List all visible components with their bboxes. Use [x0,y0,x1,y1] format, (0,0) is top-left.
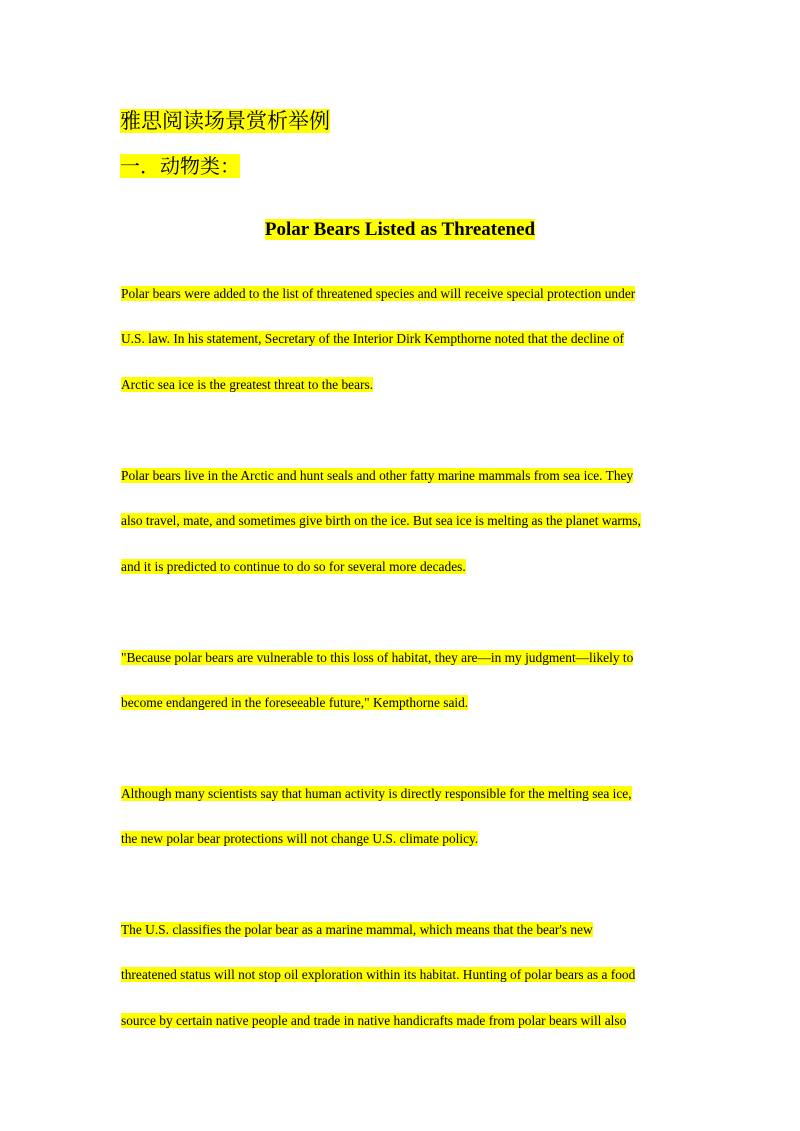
paragraph-line [121,1011,626,1030]
paragraph-line [121,648,633,667]
line-text: "Because polar bears are vulnerable to this loss of habitat, they are—in my judgment—likely to [121,650,634,665]
section-heading [120,152,240,181]
line-text: source by certain native people and trade in native handicrafts made from polar bears will also [121,1013,627,1028]
paragraph-line [121,784,632,803]
line-text: and it is predicted to continue to do so for several more decades. [121,559,466,574]
section-heading-text: 一．动物类： [120,154,240,178]
paragraph-line [121,557,466,576]
line-text: Polar bears live in the Arctic and hunt seals and other fatty marine mammals from sea ice. They [121,468,634,483]
line-text: Although many scientists say that human activity is directly responsible for the melting sea ice, [121,786,632,801]
line-text: threatened status will not stop oil exploration within its habitat. Hunting of polar bears as a food [121,967,636,982]
paragraph-line [121,375,373,394]
document-heading [120,106,330,136]
line-text: Polar bears were added to the list of threatened species and will receive special protection under [121,286,636,301]
paragraph-line [121,511,641,530]
paragraph-line [121,284,635,303]
document-heading-text: 雅思阅读场景赏析举例 [120,109,330,133]
article-title [0,216,800,244]
line-text: become endangered in the foreseeable future," Kempthorne said. [121,695,469,710]
line-text: The U.S. classifies the polar bear as a marine mammal, which means that the bear's new [121,922,593,937]
paragraph-line [121,965,635,984]
paragraph-line [121,829,478,848]
line-text: also travel, mate, and sometimes give birth on the ice. But sea ice is melting as the planet warms, [121,513,641,528]
article-title-text: Polar Bears Listed as Threatened [264,219,536,240]
line-text: the new polar bear protections will not change U.S. climate policy. [121,831,479,846]
paragraph-line [121,693,468,712]
line-text: Arctic sea ice is the greatest threat to the bears. [121,377,374,392]
paragraph-line [121,329,624,348]
paragraph-line [121,466,633,485]
paragraph-line [121,920,593,939]
line-text: U.S. law. In his statement, Secretary of the Interior Dirk Kempthorne noted that the decline of [121,331,624,346]
